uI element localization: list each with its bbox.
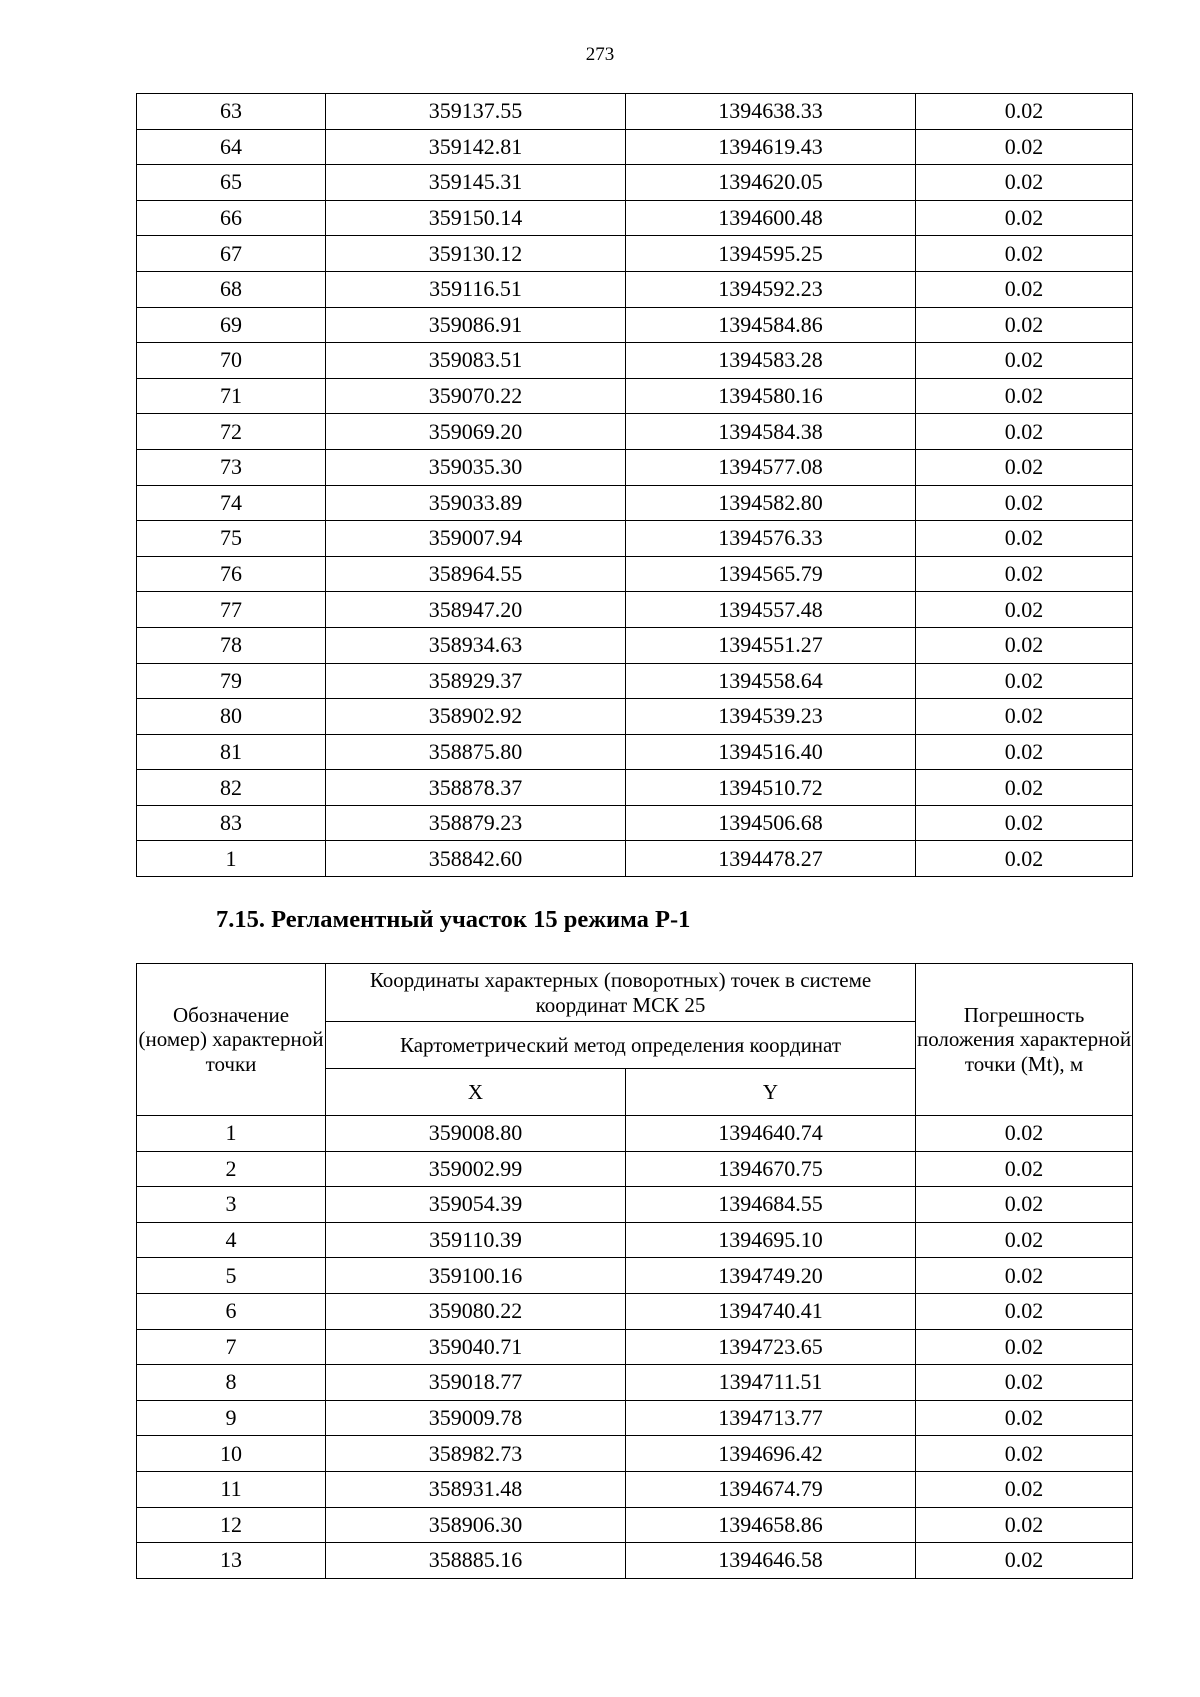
table-row (137, 129, 1133, 165)
table-row (137, 307, 1133, 343)
coordinates-table-section-15 (136, 963, 1133, 1579)
y-coordinate-cell: 1394640.74 (626, 1116, 916, 1152)
y-coordinate-cell: 1394584.38 (626, 414, 916, 450)
point-number-cell: 80 (137, 699, 326, 735)
header-accuracy: Погрешность положения характерной точки (Mt), м (916, 964, 1133, 1116)
table-row (137, 1151, 1133, 1187)
table-row (137, 378, 1133, 414)
accuracy-cell: 0.02 (916, 1187, 1133, 1223)
accuracy-cell: 0.02 (916, 449, 1133, 485)
table-row (137, 770, 1133, 806)
x-coordinate-cell: 358982.73 (326, 1436, 626, 1472)
table-row (137, 1436, 1133, 1472)
y-coordinate-cell: 1394510.72 (626, 770, 916, 806)
table-row (137, 592, 1133, 628)
table-row (137, 1329, 1133, 1365)
accuracy-cell: 0.02 (916, 663, 1133, 699)
accuracy-cell: 0.02 (916, 271, 1133, 307)
point-number-cell: 11 (137, 1471, 326, 1507)
x-coordinate-cell: 358875.80 (326, 734, 626, 770)
y-coordinate-cell: 1394580.16 (626, 378, 916, 414)
point-number-cell: 1 (137, 1116, 326, 1152)
point-number-cell: 78 (137, 627, 326, 663)
table-row (137, 521, 1133, 557)
y-coordinate-cell: 1394670.75 (626, 1151, 916, 1187)
point-number-cell: 68 (137, 271, 326, 307)
y-coordinate-cell: 1394713.77 (626, 1400, 916, 1436)
x-coordinate-cell: 359142.81 (326, 129, 626, 165)
accuracy-cell: 0.02 (916, 414, 1133, 450)
point-number-cell: 82 (137, 770, 326, 806)
y-coordinate-cell: 1394595.25 (626, 236, 916, 272)
y-coordinate-cell: 1394695.10 (626, 1222, 916, 1258)
accuracy-cell: 0.02 (916, 1293, 1133, 1329)
accuracy-cell: 0.02 (916, 1329, 1133, 1365)
table-row (137, 556, 1133, 592)
accuracy-cell: 0.02 (916, 1116, 1133, 1152)
point-number-cell: 75 (137, 521, 326, 557)
x-coordinate-cell: 358879.23 (326, 805, 626, 841)
accuracy-cell: 0.02 (916, 307, 1133, 343)
accuracy-cell: 0.02 (916, 378, 1133, 414)
header-method: Картометрический метод определения координат (326, 1022, 916, 1069)
y-coordinate-cell: 1394711.51 (626, 1365, 916, 1401)
x-coordinate-cell: 359083.51 (326, 343, 626, 379)
point-number-cell: 65 (137, 165, 326, 201)
x-coordinate-cell: 359040.71 (326, 1329, 626, 1365)
table-row (137, 627, 1133, 663)
x-coordinate-cell: 359116.51 (326, 271, 626, 307)
x-coordinate-cell: 358934.63 (326, 627, 626, 663)
point-number-cell: 9 (137, 1400, 326, 1436)
point-number-cell: 76 (137, 556, 326, 592)
x-coordinate-cell: 358902.92 (326, 699, 626, 735)
accuracy-cell: 0.02 (916, 1436, 1133, 1472)
table-body (137, 94, 1133, 877)
point-number-cell: 64 (137, 129, 326, 165)
point-number-cell: 10 (137, 1436, 326, 1472)
point-number-cell: 69 (137, 307, 326, 343)
x-coordinate-cell: 359086.91 (326, 307, 626, 343)
point-number-cell: 13 (137, 1543, 326, 1579)
point-number-cell: 3 (137, 1187, 326, 1223)
table-row (137, 1471, 1133, 1507)
accuracy-cell: 0.02 (916, 94, 1133, 130)
accuracy-cell: 0.02 (916, 1365, 1133, 1401)
x-coordinate-cell: 359137.55 (326, 94, 626, 130)
table-row (137, 805, 1133, 841)
accuracy-cell: 0.02 (916, 1258, 1133, 1294)
table-row (137, 271, 1133, 307)
y-coordinate-cell: 1394551.27 (626, 627, 916, 663)
point-number-cell: 6 (137, 1293, 326, 1329)
point-number-cell: 8 (137, 1365, 326, 1401)
y-coordinate-cell: 1394592.23 (626, 271, 916, 307)
y-coordinate-cell: 1394674.79 (626, 1471, 916, 1507)
x-coordinate-cell: 358964.55 (326, 556, 626, 592)
x-coordinate-cell: 358947.20 (326, 592, 626, 628)
y-coordinate-cell: 1394658.86 (626, 1507, 916, 1543)
x-coordinate-cell: 359002.99 (326, 1151, 626, 1187)
accuracy-cell: 0.02 (916, 627, 1133, 663)
point-number-cell: 72 (137, 414, 326, 450)
accuracy-cell: 0.02 (916, 200, 1133, 236)
x-coordinate-cell: 359130.12 (326, 236, 626, 272)
y-coordinate-cell: 1394557.48 (626, 592, 916, 628)
accuracy-cell: 0.02 (916, 1507, 1133, 1543)
table-row (137, 1543, 1133, 1579)
table-row (137, 343, 1133, 379)
point-number-cell: 2 (137, 1151, 326, 1187)
header-y: Y (626, 1069, 916, 1116)
x-coordinate-cell: 359035.30 (326, 449, 626, 485)
accuracy-cell: 0.02 (916, 1471, 1133, 1507)
point-number-cell: 4 (137, 1222, 326, 1258)
x-coordinate-cell: 359009.78 (326, 1400, 626, 1436)
table-row (137, 1365, 1133, 1401)
accuracy-cell: 0.02 (916, 1543, 1133, 1579)
y-coordinate-cell: 1394558.64 (626, 663, 916, 699)
table-row (137, 1293, 1133, 1329)
y-coordinate-cell: 1394723.65 (626, 1329, 916, 1365)
y-coordinate-cell: 1394506.68 (626, 805, 916, 841)
y-coordinate-cell: 1394516.40 (626, 734, 916, 770)
x-coordinate-cell: 359070.22 (326, 378, 626, 414)
accuracy-cell: 0.02 (916, 1400, 1133, 1436)
accuracy-cell: 0.02 (916, 1222, 1133, 1258)
y-coordinate-cell: 1394620.05 (626, 165, 916, 201)
y-coordinate-cell: 1394749.20 (626, 1258, 916, 1294)
table-row (137, 1400, 1133, 1436)
y-coordinate-cell: 1394684.55 (626, 1187, 916, 1223)
point-number-cell: 7 (137, 1329, 326, 1365)
y-coordinate-cell: 1394646.58 (626, 1543, 916, 1579)
point-number-cell: 63 (137, 94, 326, 130)
table-row (137, 94, 1133, 130)
accuracy-cell: 0.02 (916, 521, 1133, 557)
x-coordinate-cell: 359008.80 (326, 1116, 626, 1152)
accuracy-cell: 0.02 (916, 236, 1133, 272)
table-body (137, 1116, 1133, 1579)
table-row (137, 485, 1133, 521)
x-coordinate-cell: 359054.39 (326, 1187, 626, 1223)
point-number-cell: 70 (137, 343, 326, 379)
point-number-cell: 81 (137, 734, 326, 770)
accuracy-cell: 0.02 (916, 165, 1133, 201)
table-row (137, 841, 1133, 877)
accuracy-cell: 0.02 (916, 770, 1133, 806)
x-coordinate-cell: 358931.48 (326, 1471, 626, 1507)
table-row (137, 1116, 1133, 1152)
x-coordinate-cell: 359018.77 (326, 1365, 626, 1401)
y-coordinate-cell: 1394584.86 (626, 307, 916, 343)
x-coordinate-cell: 359007.94 (326, 521, 626, 557)
y-coordinate-cell: 1394478.27 (626, 841, 916, 877)
accuracy-cell: 0.02 (916, 129, 1133, 165)
y-coordinate-cell: 1394619.43 (626, 129, 916, 165)
x-coordinate-cell: 359110.39 (326, 1222, 626, 1258)
x-coordinate-cell: 359150.14 (326, 200, 626, 236)
x-coordinate-cell: 358842.60 (326, 841, 626, 877)
accuracy-cell: 0.02 (916, 485, 1133, 521)
accuracy-cell: 0.02 (916, 699, 1133, 735)
accuracy-cell: 0.02 (916, 556, 1133, 592)
table-row (137, 663, 1133, 699)
y-coordinate-cell: 1394577.08 (626, 449, 916, 485)
x-coordinate-cell: 358929.37 (326, 663, 626, 699)
table-row (137, 165, 1133, 201)
header-x: X (326, 1069, 626, 1116)
section-title: 7.15. Регламентный участок 15 режима Р-1 (216, 906, 691, 933)
x-coordinate-cell: 359033.89 (326, 485, 626, 521)
table-row (137, 449, 1133, 485)
x-coordinate-cell: 358885.16 (326, 1543, 626, 1579)
y-coordinate-cell: 1394638.33 (626, 94, 916, 130)
y-coordinate-cell: 1394696.42 (626, 1436, 916, 1472)
table-row (137, 1507, 1133, 1543)
y-coordinate-cell: 1394576.33 (626, 521, 916, 557)
accuracy-cell: 0.02 (916, 1151, 1133, 1187)
point-number-cell: 74 (137, 485, 326, 521)
y-coordinate-cell: 1394583.28 (626, 343, 916, 379)
x-coordinate-cell: 359080.22 (326, 1293, 626, 1329)
table-row (137, 414, 1133, 450)
point-number-cell: 5 (137, 1258, 326, 1294)
point-number-cell: 77 (137, 592, 326, 628)
header-coordinates-group: Координаты характерных (поворотных) точек в системе координат МСК 25 (326, 964, 916, 1022)
point-number-cell: 79 (137, 663, 326, 699)
point-number-cell: 73 (137, 449, 326, 485)
accuracy-cell: 0.02 (916, 805, 1133, 841)
x-coordinate-cell: 358878.37 (326, 770, 626, 806)
header-point-designation: Обозначение (номер) характерной точки (137, 964, 326, 1116)
x-coordinate-cell: 359100.16 (326, 1258, 626, 1294)
page-number: 273 (585, 44, 615, 65)
y-coordinate-cell: 1394565.79 (626, 556, 916, 592)
table-row (137, 734, 1133, 770)
point-number-cell: 12 (137, 1507, 326, 1543)
point-number-cell: 83 (137, 805, 326, 841)
table-row (137, 1187, 1133, 1223)
table-row (137, 200, 1133, 236)
point-number-cell: 66 (137, 200, 326, 236)
table-header (137, 964, 1133, 1116)
table-row (137, 236, 1133, 272)
y-coordinate-cell: 1394600.48 (626, 200, 916, 236)
y-coordinate-cell: 1394582.80 (626, 485, 916, 521)
point-number-cell: 67 (137, 236, 326, 272)
point-number-cell: 1 (137, 841, 326, 877)
point-number-cell: 71 (137, 378, 326, 414)
x-coordinate-cell: 359069.20 (326, 414, 626, 450)
table-row (137, 699, 1133, 735)
table-row (137, 1258, 1133, 1294)
accuracy-cell: 0.02 (916, 592, 1133, 628)
y-coordinate-cell: 1394740.41 (626, 1293, 916, 1329)
y-coordinate-cell: 1394539.23 (626, 699, 916, 735)
accuracy-cell: 0.02 (916, 343, 1133, 379)
table-row (137, 1222, 1133, 1258)
coordinates-table-continued (136, 93, 1133, 877)
x-coordinate-cell: 359145.31 (326, 165, 626, 201)
accuracy-cell: 0.02 (916, 734, 1133, 770)
accuracy-cell: 0.02 (916, 841, 1133, 877)
x-coordinate-cell: 358906.30 (326, 1507, 626, 1543)
